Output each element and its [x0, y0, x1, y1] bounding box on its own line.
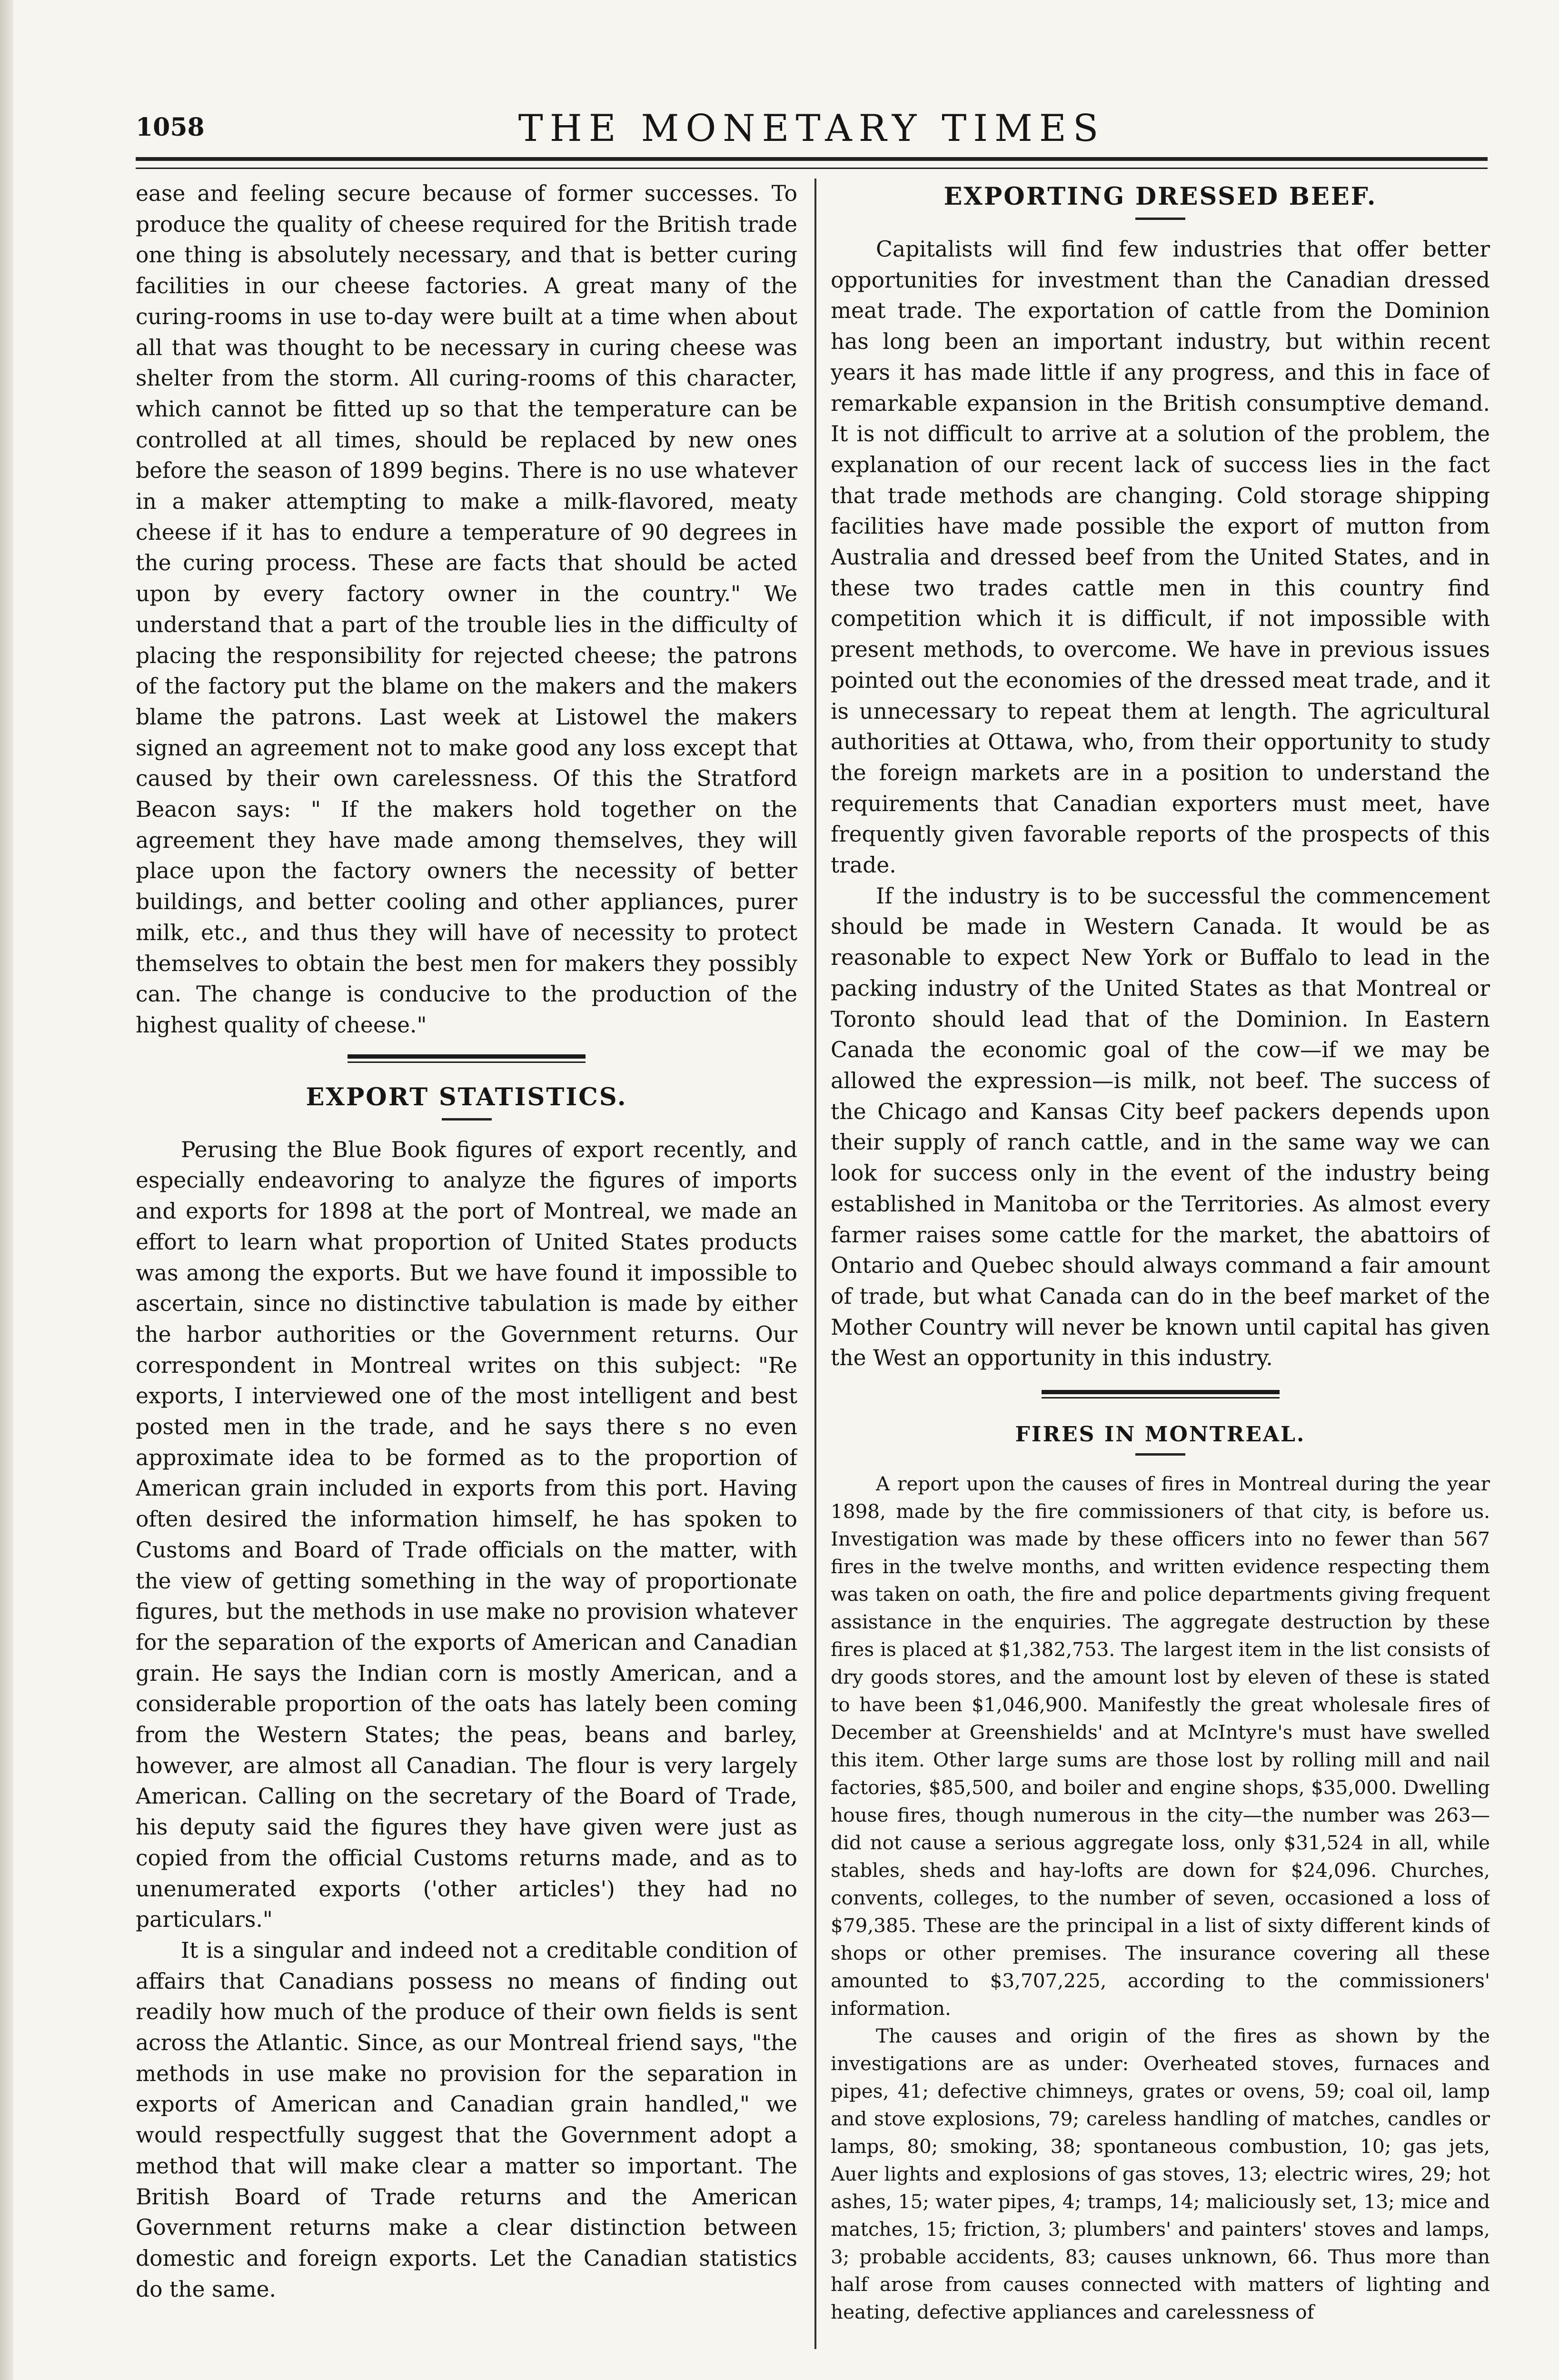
exporting-beef-title: EXPORTING DRESSED BEEF. [943, 182, 1377, 211]
fires-paragraph: The causes and origin of the fires as shown by the investigations are as under: Overheated stoves, furnaces and pipes, 41; defective chimneys, grates or ovens, 59; coal oil, lamp and stove explosions, 79; careless handling of matches, candles or lamps, 80; smoking, 38; spontaneous combustion, 10; gas jets, Auer lights and explosions of gas stoves, 13; electric wires, 29; hot ashes, 15; water pipes, 4; tramps, 14; maliciously set, 13; mice and matches, 15; friction, 3; plumbers' and painters' stoves and lamps, 3; probable accidents, 83; causes unknown, 66. Thus more than half arose from causes connected with matters of lighting and heating, defective appliances and carelessness of [831, 2024, 1490, 2324]
left-column [136, 178, 797, 2368]
export-statistics-paragraph: It is a singular and indeed not a creditable condition of affairs that Canadians possess no means of finding out readily how much of the produce of their own fields is sent across the Atlantic. Since, as our Montreal friend says, "the methods in use make no provision for the separation in exports of American and Canadian grain handled," we would respectfully suggest that the Government adopt a method that will make clear a matter so important. The British Board of Trade returns and the American Government returns make a clear distinction between domestic and foreign exports. Let the Canadian statistics do the same. [136, 1937, 797, 2302]
page-header [136, 102, 1488, 155]
export-statistics-paragraph: Perusing the Blue Book figures of export recently, and especially endeavoring to analyze the figures of imports and exports for 1898 at the port of Montreal, we made an effort to learn what proportion of United States products was among the exports. But we have found it impossible to ascertain, since no distinctive tabulation is made by either the harbor authorities or the Government returns. Our correspondent in Montreal writes on this subject: "Re exports, I interviewed one of the most intelligent and best posted men in the trade, and he says there s no even approximate idea to be formed as to the proportion of American grain included in exports from this port. Having often desired the information himself, he has spoken to Customs and Board of Trade officials on the matter, with the view of getting something in the way of proportionate figures, but the methods in use make no provision whatever for the separation of the exports of American and Canadian grain. He says the Indian corn is mostly American, and a considerable proportion of the oats has lately been coming from the Western States; the peas, beans and barley, however, are almost all Canadian. The flour is very largely American. Calling on the secretary of the Board of Trade, his deputy said the figures they have given were just as copied from the official Customs returns made, and as to unenumerated exports ('other articles') they had no particulars." [136, 1137, 797, 1933]
fires-in-montreal-title: FIRES IN MONTREAL. [1015, 1422, 1306, 1447]
page-edge-shadow [0, 0, 13, 2380]
fires-paragraph: A report upon the causes of fires in Montreal during the year 1898, made by the fire commissioners of that city, is before us. Investigation was made by these officers into no fewer than 567 fires in the twelve months, and written evidence respecting them was taken on oath, the fire and police departments giving frequent assistance in the enquiries. The aggregate destruction by these fires is placed at $1,382,753. The largest item in the list consists of dry goods stores, and the amount lost by eleven of these is stated to have been $1,046,900. Manifestly the great wholesale fires of December at Greenshields' and at McIntyre's must have swelled this item. Other large sums are those lost by rolling mill and nail factories, $85,500, and boiler and engine shops, $35,000. Dwelling house fires, though numerous in the city—the number was 263—did not cause a serious aggregate loss, only $31,524 in all, while stables, sheds and hay-lofts are down for $24,096. Churches, convents, colleges, to the number of seven, occasioned a loss of $79,385. These are the principal in a list of sixty different kinds of shops or other premises. The insurance covering all these amounted to $3,707,225, according to the commissioners' information. [831, 1472, 1490, 2020]
header-rule-thick [136, 157, 1488, 161]
right-column [831, 178, 1490, 2368]
cheese-article-continuation: ease and feeling secure because of former successes. To produce the quality of cheese required for the British trade one thing is absolutely necessary, and that is better curing facilities in our cheese factories. A great many of the curing-rooms in use to-day were built at a time when about all that was thought to be necessary in curing cheese was shelter from the storm. All curing-rooms of this character, which cannot be fitted up so that the temperature can be controlled at all times, should be replaced by new ones before the season of 1899 begins. There is no use whatever in a maker attempting to make a milk-flavored, meaty cheese if it has to endure a temperature of 90 degrees in the curing process. These are facts that should be acted upon by every factory owner in the country." We understand that a part of the trouble lies in the difficulty of placing the responsibility for rejected cheese; the patrons of the factory put the blame on the makers and the makers blame the patrons. Last week at Listowel the makers signed an agreement not to make good any loss except that caused by their own carelessness. Of this the Stratford Beacon says: " If the makers hold together on the agreement they have made among themselves, they will place upon the factory owners the necessity of better buildings, and better cooling and other appliances, purer milk, etc., and thus they will have of necessity to protect themselves to obtain the best men for makers they possibly can. The change is conducive to the production of the highest quality of cheese." [136, 181, 797, 1038]
exporting-beef-paragraph: Capitalists will find few industries that offer better opportunities for investment than the Canadian dressed meat trade. The exportation of cattle from the Dominion has long been an important industry, but within recent years it has made little if any progress, and this in face of remarkable expansion in the British consumptive demand. It is not difficult to arrive at a solution of the problem, the explanation of our recent lack of success lies in the fact that trade methods are changing. Cold storage shipping facilities have made possible the export of mutton from Australia and dressed beef from the United States, and in these two trades cattle men in this country find competition which it is difficult, if not impossible with present methods, to overcome. We have in previous issues pointed out the economies of the dressed meat trade, and it is unnecessary to repeat them at length. The agricultural authorities at Ottawa, who, from their opportunity to study the foreign markets are in a position to understand the requirements that Canadian exporters must meet, have frequently given favorable reports of the prospects of this trade. [831, 237, 1490, 878]
header-rule-thin [136, 168, 1488, 169]
export-statistics-title: EXPORT STATISTICS. [306, 1082, 627, 1111]
page-number: 1058 [136, 113, 205, 142]
exporting-beef-paragraph: If the industry is to be successful the commencement should be made in Western Canada. It would be as reasonable to expect New York or Buffalo to lead in the packing industry of the United States as that Montreal or Toronto should lead that of the Dominion. In Eastern Canada the economic goal of the cow—if we may be allowed the expression—is milk, not beef. The success of the Chicago and Kansas City beef packers depends upon their supply of ranch cattle, and in the same way we can look for success only in the event of the industry being established in Manitoba or the Territories. As almost every farmer raises some cattle for the market, the abattoirs of Ontario and Quebec should always command a fair amount of trade, but what Canada can do in the beef market of the Mother Country will never be known until capital has given the West an opportunity in this industry. [831, 883, 1490, 1371]
article-divider [1042, 1390, 1280, 1398]
column-divider [814, 178, 816, 2349]
article-divider [348, 1054, 586, 1063]
title-rule [1135, 218, 1185, 220]
title-rule [442, 1118, 492, 1121]
title-rule [1135, 1453, 1185, 1456]
publication-title: THE MONETARY TIMES [518, 107, 1105, 150]
